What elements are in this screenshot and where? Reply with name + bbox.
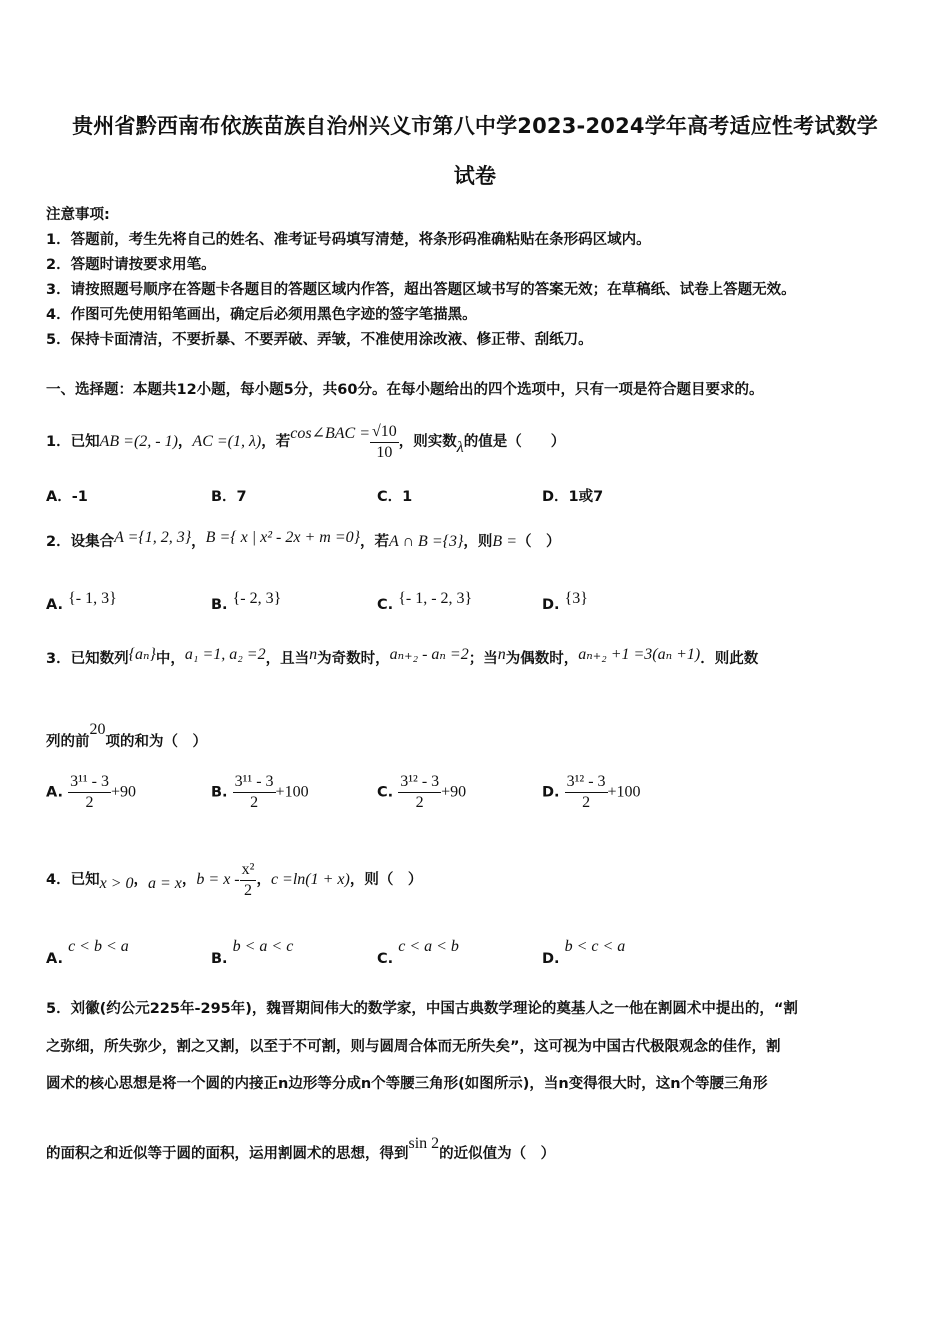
- question-3-line2: [46, 715, 207, 757]
- q2-option-b: [211, 590, 281, 613]
- q4-option-b-value: b < a < c: [232, 938, 294, 955]
- notes-heading: 注意事项:: [46, 207, 110, 223]
- exam-title-line1: 贵州省黔西南布依族苗族自治州兴义市第八中学2023-2024学年高考适应性考试数学: [72, 114, 878, 138]
- q3-option-b-label: B.: [211, 784, 228, 801]
- q3-option-b-fraction: [233, 772, 276, 813]
- q4-cond-c: c =ln(1 + x): [270, 871, 350, 888]
- q3-option-c-den: 2: [415, 794, 424, 811]
- q4-option-d: [542, 938, 625, 967]
- q2-option-c-value: {- 1, - 2, 3}: [398, 590, 473, 607]
- q5-line-2: 之弥细，所失弥少，割之又割，以至于不可割，则与圆周合体而无所失矣”，这可视为中国古代极限观念的佳作，割: [46, 1039, 781, 1055]
- q4-option-b: [211, 938, 293, 967]
- q2-prefix: 2．设集合: [46, 534, 115, 550]
- q3-prefix: 3．已知数列: [46, 651, 129, 667]
- q3-option-b-den: 2: [250, 794, 259, 811]
- q4-comma-2: ，: [181, 872, 197, 888]
- q3-twenty: 20: [89, 721, 106, 738]
- q1-if: ，若: [261, 434, 291, 450]
- q2-set-b: B ={ x | x² - 2x + m =0}: [205, 529, 361, 546]
- q1-prefix: 1．已知: [46, 434, 100, 450]
- q2-option-a-label: A.: [46, 597, 63, 613]
- q4-cond-b-den: 2: [244, 881, 253, 899]
- q1-comma: ，: [177, 434, 193, 450]
- q1-post: ，则实数: [398, 434, 457, 450]
- q5-sin: sin 2: [408, 1135, 440, 1152]
- q4-prefix: 4．已知: [46, 872, 100, 888]
- q3-sequence: {aₙ}: [128, 646, 156, 663]
- q2-option-a-value: {- 1, 3}: [68, 590, 117, 607]
- q3-option-c-tail: +90: [441, 783, 467, 801]
- q4-option-a-label: A.: [46, 951, 63, 967]
- question-1: [46, 412, 565, 470]
- question-2: [46, 523, 561, 557]
- q3-option-b: [211, 772, 309, 813]
- q3-initial: a₁ =1, a₂ =2: [184, 646, 266, 663]
- q3-option-d-den: 2: [582, 794, 591, 811]
- q3-n-even: n: [497, 646, 506, 663]
- q3-option-c: [377, 772, 466, 813]
- q3-option-c-fraction: [398, 772, 441, 813]
- q2-option-c-label: C.: [377, 597, 394, 613]
- q2-if: ，若: [360, 534, 390, 550]
- q3-even: 为偶数时，: [505, 651, 579, 667]
- q3-option-d: [542, 772, 641, 813]
- q1-option-a: A．-1: [46, 489, 88, 505]
- q3-option-d-tail: +100: [607, 783, 641, 801]
- q4-end: ，则（ ）: [349, 872, 423, 888]
- q2-option-d-value: {3}: [564, 590, 588, 607]
- q2-ask: B =: [492, 533, 517, 550]
- note-item-4: 4．作图可先使用铅笔画出，确定后必须用黑色字迹的签字笔描黑。: [46, 307, 477, 323]
- q4-option-c-value: c < a < b: [398, 938, 459, 955]
- q4-option-d-label: D.: [542, 951, 560, 967]
- q3-option-c-num: 3¹² - 3: [398, 772, 441, 793]
- q4-cond-b-fraction: [240, 860, 257, 901]
- q2-set-a: A ={1, 2, 3}: [114, 529, 192, 546]
- q3-recurrence-even: aₙ₊₂ +1 =3(aₙ +1): [578, 646, 701, 663]
- q3-option-c-label: C.: [377, 784, 394, 801]
- q1-fraction: [370, 422, 399, 463]
- q1-end: 的值是（ ）: [463, 434, 566, 450]
- q2-option-b-value: {- 2, 3}: [232, 590, 282, 607]
- q4-cond-a: a = x: [148, 875, 182, 892]
- q4-option-c-label: C.: [377, 951, 394, 967]
- exam-title-line2: 试卷: [453, 164, 497, 188]
- q5-line-4: [46, 1132, 555, 1166]
- q2-condition: A ∩ B ={3}: [389, 533, 464, 550]
- q2-option-d-label: D.: [542, 597, 560, 613]
- q4-cond-x: x > 0: [99, 875, 134, 892]
- q3-line2-post: 项的和为（ ）: [105, 734, 207, 750]
- q4-comma-1: ，: [133, 872, 148, 888]
- q5-line-1: 5．刘徽(约公元225年-295年)，魏晋期间伟大的数学家，中国古典数学理论的奠基人之一他在割圆术中提出的，“割: [46, 1001, 798, 1017]
- q5-line-3: 圆术的核心思想是将一个圆的内接正n边形等分成n个等腰三角形(如图所示)，当n变得很大时，这n个等腰三角形: [46, 1076, 768, 1092]
- q1-option-c: C．1: [377, 489, 413, 505]
- q2-option-c: [377, 590, 472, 613]
- q2-option-d: [542, 590, 588, 613]
- q3-option-b-tail: +100: [275, 783, 309, 801]
- q3-line2-prefix: 列的前: [46, 734, 90, 750]
- q3-option-a-fraction: [68, 772, 111, 813]
- q1-cos: cos∠BAC =: [290, 425, 370, 442]
- q3-mid3: ；当: [468, 651, 498, 667]
- q2-option-a: [46, 590, 117, 613]
- q1-lambda: λ: [456, 439, 464, 456]
- q1-fraction-den: 10: [376, 443, 393, 461]
- q1-option-d: D．1或7: [542, 489, 604, 505]
- q4-cond-b-num: x²: [240, 860, 257, 881]
- q5-line-4-post: 的近似值为（ ）: [439, 1146, 556, 1162]
- q3-option-a-num: 3¹¹ - 3: [68, 772, 111, 793]
- q4-option-b-label: B.: [211, 951, 228, 967]
- q1-fraction-num: √10: [370, 422, 399, 443]
- q3-odd: 为奇数时，: [317, 651, 390, 667]
- q5-line-4-prefix: 的面积之和近似等于圆的面积，运用割圆术的思想，得到: [46, 1146, 409, 1162]
- q3-option-b-num: 3¹¹ - 3: [233, 772, 276, 793]
- q1-option-b: B．7: [211, 489, 247, 505]
- q2-then: ，则: [463, 534, 493, 550]
- q4-option-c: [377, 938, 459, 967]
- q3-option-a-label: A.: [46, 784, 63, 801]
- q3-option-d-label: D.: [542, 784, 560, 801]
- q3-option-a-tail: +90: [110, 783, 137, 801]
- q3-mid1: 中，: [155, 651, 185, 667]
- note-item-5: 5．保持卡面清洁，不要折暴、不要弄破、弄皱，不准使用涂改液、修正带、刮纸刀。: [46, 332, 593, 348]
- note-item-1: 1．答题前，考生先将自己的姓名、准考证号码填写清楚，将条形码准确粘贴在条形码区域内。: [46, 232, 651, 248]
- note-item-2: 2．答题时请按要求用笔。: [46, 257, 216, 273]
- q2-comma: ，: [191, 534, 206, 550]
- question-3: [46, 640, 758, 674]
- q3-end: ．则此数: [700, 651, 759, 667]
- q1-vector-ab: AB =(2, - 1): [99, 433, 178, 450]
- q2-option-b-label: B.: [211, 597, 228, 613]
- q4-cond-b: b = x -: [196, 871, 240, 888]
- q3-option-d-num: 3¹² - 3: [565, 772, 608, 793]
- q4-option-a: [46, 938, 129, 967]
- q4-option-d-value: b < c < a: [564, 938, 626, 955]
- question-4: [46, 858, 422, 906]
- q3-recurrence-odd: aₙ₊₂ - aₙ =2: [389, 646, 469, 663]
- q3-option-a-den: 2: [85, 794, 94, 811]
- q3-option-a: [46, 772, 136, 813]
- q4-comma-3: ，: [256, 872, 271, 888]
- q3-n-odd: n: [309, 646, 318, 663]
- section-heading: 一、选择题：本题共12小题，每小题5分，共60分。在每小题给出的四个选项中，只有一项是符合题目要求的。: [46, 382, 764, 398]
- note-item-3: 3．请按照题号顺序在答题卡各题目的答题区域内作答，超出答题区域书写的答案无效；在草稿纸、试卷上答题无效。: [46, 282, 796, 298]
- q3-mid2: ，且当: [265, 651, 310, 667]
- q3-option-d-fraction: [565, 772, 608, 813]
- q1-vector-ac: AC =(1, λ): [192, 433, 262, 450]
- q2-end: （ ）: [517, 534, 561, 550]
- q4-option-a-value: c < b < a: [68, 938, 129, 955]
